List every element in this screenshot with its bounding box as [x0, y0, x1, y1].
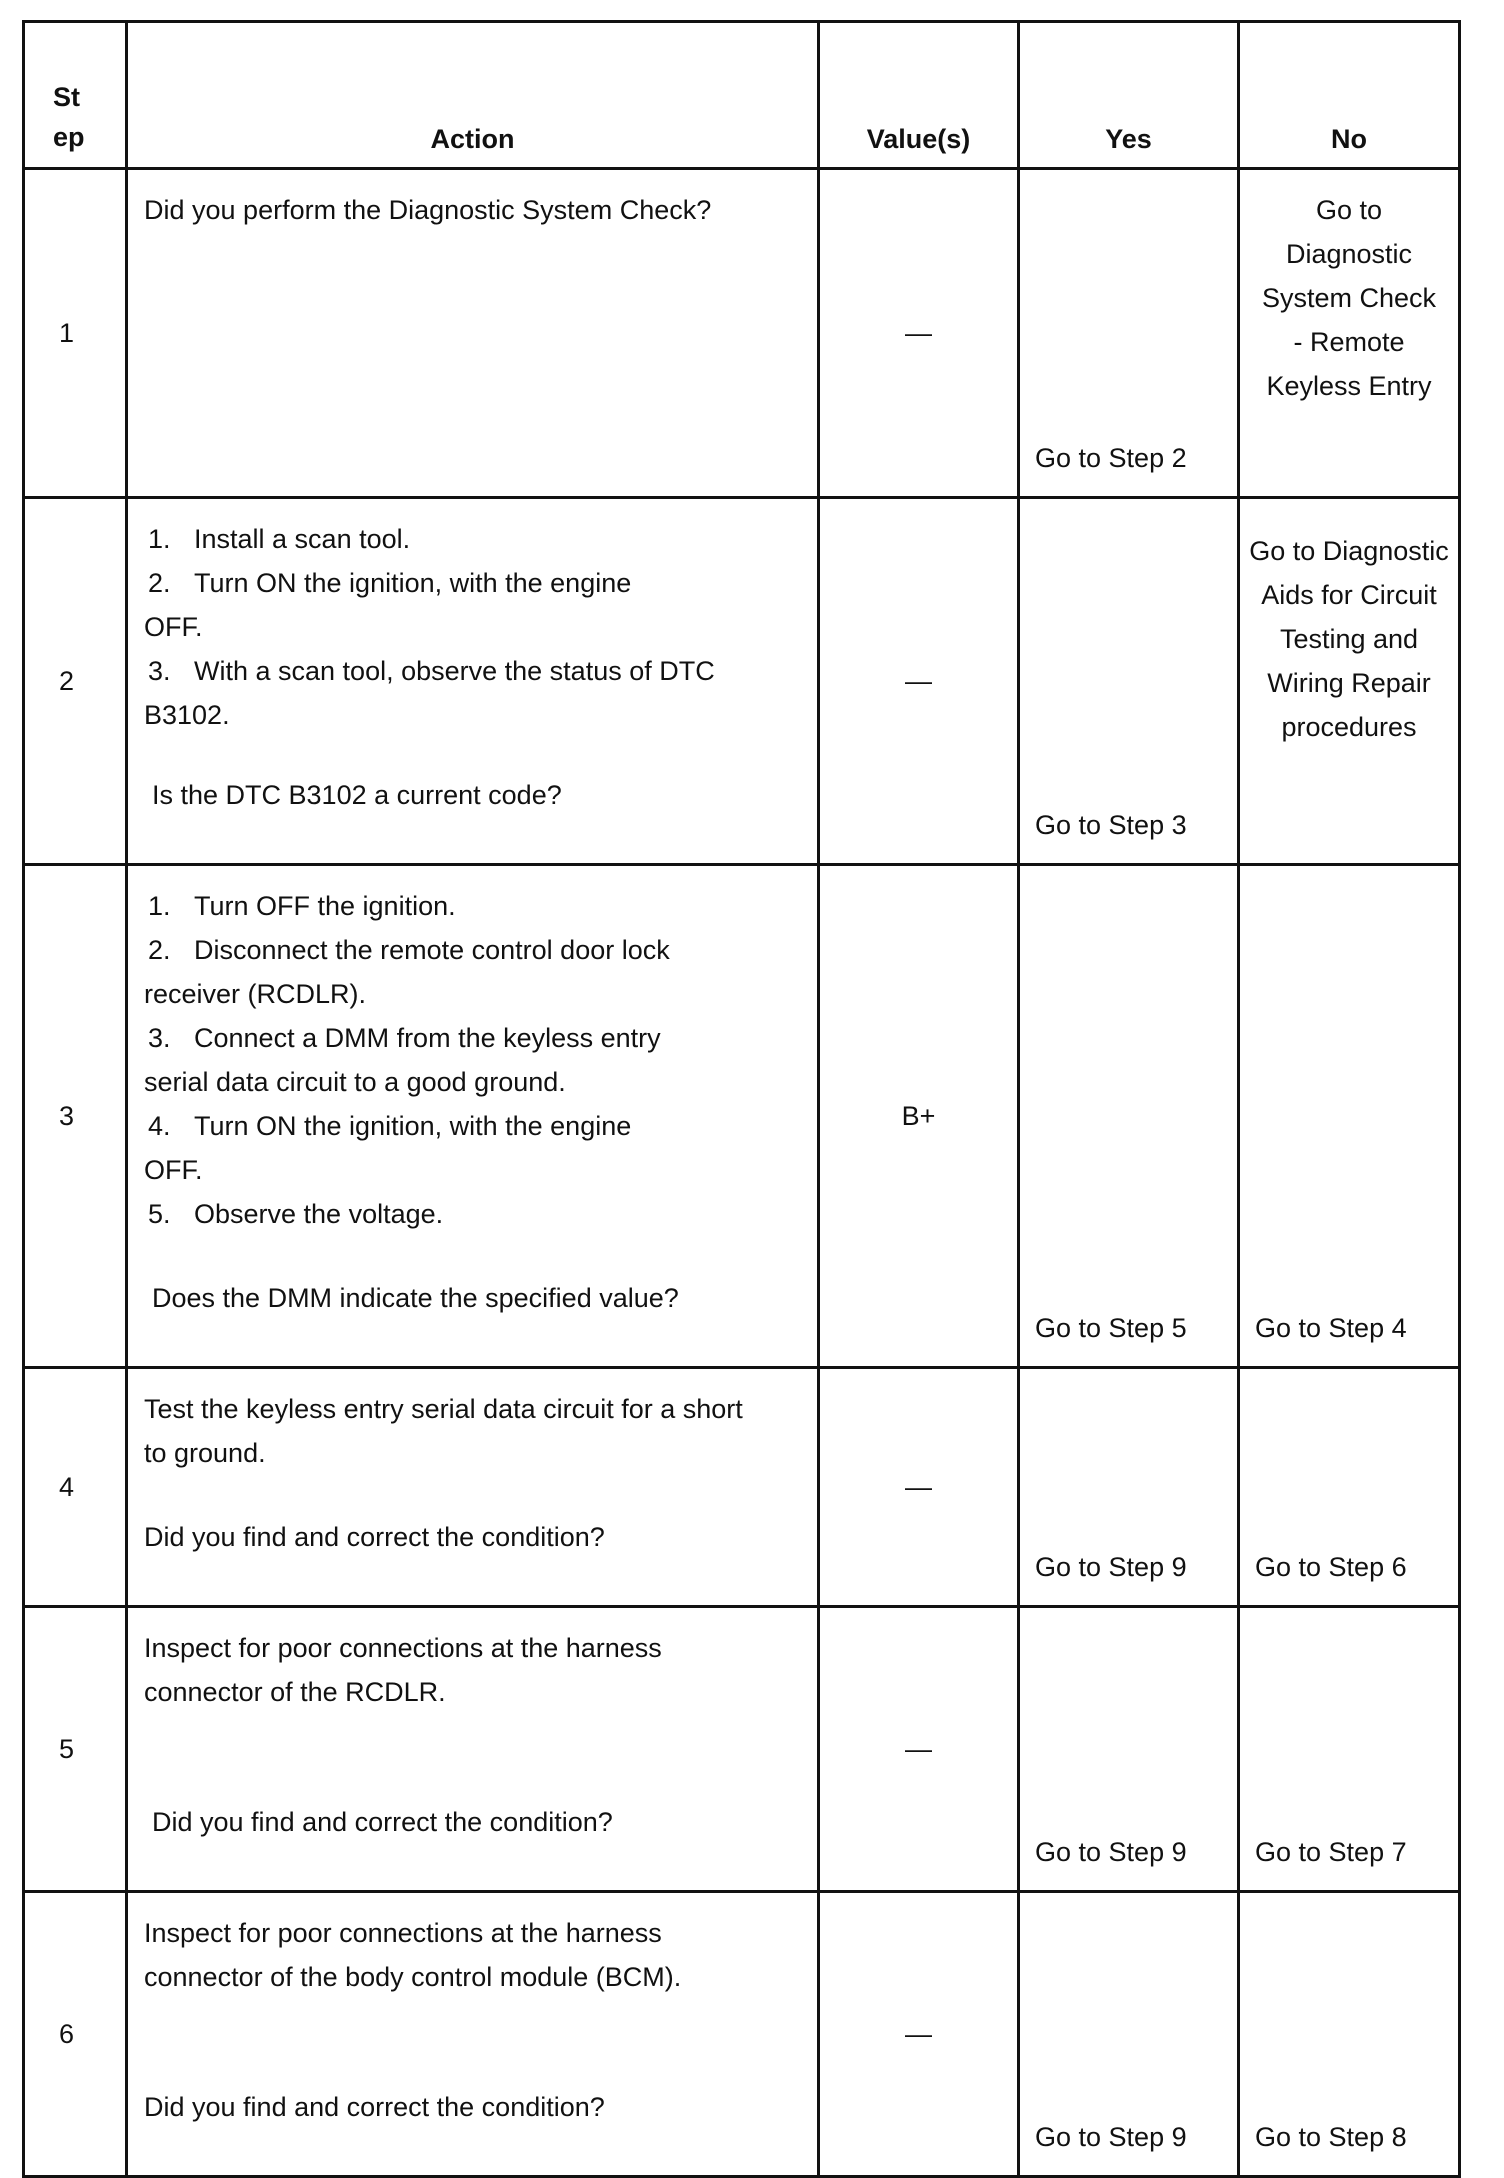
step-number: 3 — [24, 865, 127, 1368]
header-action-label: Action — [430, 124, 515, 154]
header-step-line-2: ep — [53, 122, 85, 152]
step-index: 2. — [148, 568, 171, 598]
action-question: Did you find and correct the condition? — [152, 1807, 613, 1837]
yes-cell — [1019, 498, 1239, 865]
action-steps — [144, 517, 807, 737]
value-cell: — — [819, 498, 1019, 865]
action-step — [144, 1192, 807, 1236]
action-cell — [127, 169, 819, 498]
action-inner — [144, 1387, 807, 1559]
table-row — [24, 1368, 1460, 1607]
header-no-label: No — [1331, 124, 1367, 154]
no-goto-link[interactable]: Go to Step 7 — [1255, 1837, 1407, 1867]
header-value-label: Value(s) — [866, 124, 971, 154]
no-cell — [1239, 498, 1460, 865]
action-cell — [127, 1892, 819, 2177]
table-row — [24, 498, 1460, 865]
yes-cell — [1019, 865, 1239, 1368]
table-row — [24, 1607, 1460, 1892]
action-step-cont: B3102. — [144, 700, 230, 730]
step-text: Turn ON the ignition, with the engine — [194, 1111, 632, 1141]
yes-goto-link[interactable]: Go to Step 9 — [1035, 1837, 1187, 1867]
step-number: 4 — [24, 1368, 127, 1607]
yes-goto-link[interactable]: Go to Step 2 — [1035, 443, 1187, 473]
action-inner — [144, 884, 807, 1320]
no-goto-link[interactable]: Go to Diagnostic Aids for Circuit Testing and Wiring Repair procedures — [1249, 536, 1449, 742]
step-text: Turn OFF the ignition. — [194, 891, 456, 921]
no-goto-link[interactable]: Go to Step 4 — [1255, 1313, 1407, 1343]
action-text: Inspect for poor connections at the harness — [144, 1918, 662, 1948]
action-cell — [127, 1368, 819, 1607]
step-text: With a scan tool, observe the status of DTC — [194, 656, 715, 686]
action-step — [144, 649, 807, 693]
action-inner — [144, 1626, 807, 1844]
action-step — [144, 928, 807, 972]
no-cell — [1239, 865, 1460, 1368]
step-index: 3. — [148, 1023, 171, 1053]
table-row — [24, 169, 1460, 498]
header-yes — [1019, 22, 1239, 169]
value-cell: — — [819, 169, 1019, 498]
step-index: 5. — [148, 1199, 171, 1229]
step-number: 2 — [24, 498, 127, 865]
action-step — [144, 1104, 807, 1148]
no-cell — [1239, 1607, 1460, 1892]
no-goto-link[interactable]: Go to Diagnostic System Check - Remote Keyless Entry — [1261, 195, 1437, 401]
action-step — [144, 1016, 807, 1060]
step-text: Install a scan tool. — [194, 524, 411, 554]
no-goto-link[interactable]: Go to Step 6 — [1255, 1552, 1407, 1582]
step-index: 1. — [148, 891, 171, 921]
header-yes-label: Yes — [1105, 124, 1152, 154]
step-text: Disconnect the remote control door lock — [194, 935, 670, 965]
yes-goto-link[interactable]: Go to Step 9 — [1035, 2122, 1187, 2152]
yes-cell — [1019, 169, 1239, 498]
action-cell — [127, 865, 819, 1368]
step-index: 4. — [148, 1111, 171, 1141]
header-value — [819, 22, 1019, 169]
value-cell: — — [819, 1607, 1019, 1892]
no-cell — [1239, 169, 1460, 498]
yes-cell — [1019, 1607, 1239, 1892]
no-cell — [1239, 1892, 1460, 2177]
action-step — [144, 884, 807, 928]
no-goto-link[interactable]: Go to Step 8 — [1255, 2122, 1407, 2152]
action-text: connector of the body control module (BCM). — [144, 1962, 682, 1992]
action-step — [144, 561, 807, 605]
yes-cell — [1019, 1368, 1239, 1607]
action-step-cont: serial data circuit to a good ground. — [144, 1067, 566, 1097]
step-number: 1 — [24, 169, 127, 498]
table-row — [24, 865, 1460, 1368]
action-steps — [144, 884, 807, 1236]
no-cell — [1239, 1368, 1460, 1607]
action-question: Did you find and correct the condition? — [144, 2092, 605, 2122]
action-step-cont: OFF. — [144, 612, 203, 642]
action-text: Did you perform the Diagnostic System Check? — [144, 195, 712, 225]
header-step-line-1: St — [53, 82, 80, 112]
yes-goto-link[interactable]: Go to Step 9 — [1035, 1552, 1187, 1582]
value-cell: B+ — [819, 865, 1019, 1368]
action-step-cont: OFF. — [144, 1155, 203, 1185]
step-text: Connect a DMM from the keyless entry — [194, 1023, 661, 1053]
header-step — [24, 22, 127, 169]
action-step — [144, 517, 807, 561]
action-text: Test the keyless entry serial data circuit for a short — [144, 1394, 743, 1424]
step-text: Observe the voltage. — [194, 1199, 444, 1229]
action-question: Is the DTC B3102 a current code? — [152, 780, 562, 810]
action-text: Inspect for poor connections at the harness — [144, 1633, 662, 1663]
action-question: Does the DMM indicate the specified value? — [152, 1283, 679, 1313]
step-index: 1. — [148, 524, 171, 554]
step-number: 5 — [24, 1607, 127, 1892]
action-text: to ground. — [144, 1438, 266, 1468]
yes-cell — [1019, 1892, 1239, 2177]
action-inner — [144, 1911, 807, 2129]
value-cell: — — [819, 1368, 1019, 1607]
header-action — [127, 22, 819, 169]
value-cell: — — [819, 1892, 1019, 2177]
step-text: Turn ON the ignition, with the engine — [194, 568, 632, 598]
action-inner — [144, 517, 807, 817]
action-cell — [127, 498, 819, 865]
yes-goto-link[interactable]: Go to Step 5 — [1035, 1313, 1187, 1343]
yes-goto-link[interactable]: Go to Step 3 — [1035, 810, 1187, 840]
step-number: 6 — [24, 1892, 127, 2177]
header-no — [1239, 22, 1460, 169]
header-row — [24, 22, 1460, 169]
table-row — [24, 1892, 1460, 2177]
action-text: connector of the RCDLR. — [144, 1677, 446, 1707]
action-question: Did you find and correct the condition? — [144, 1522, 605, 1552]
diagnostic-table — [22, 20, 1461, 2178]
action-cell — [127, 1607, 819, 1892]
step-index: 3. — [148, 656, 171, 686]
step-index: 2. — [148, 935, 171, 965]
action-step-cont: receiver (RCDLR). — [144, 979, 367, 1009]
